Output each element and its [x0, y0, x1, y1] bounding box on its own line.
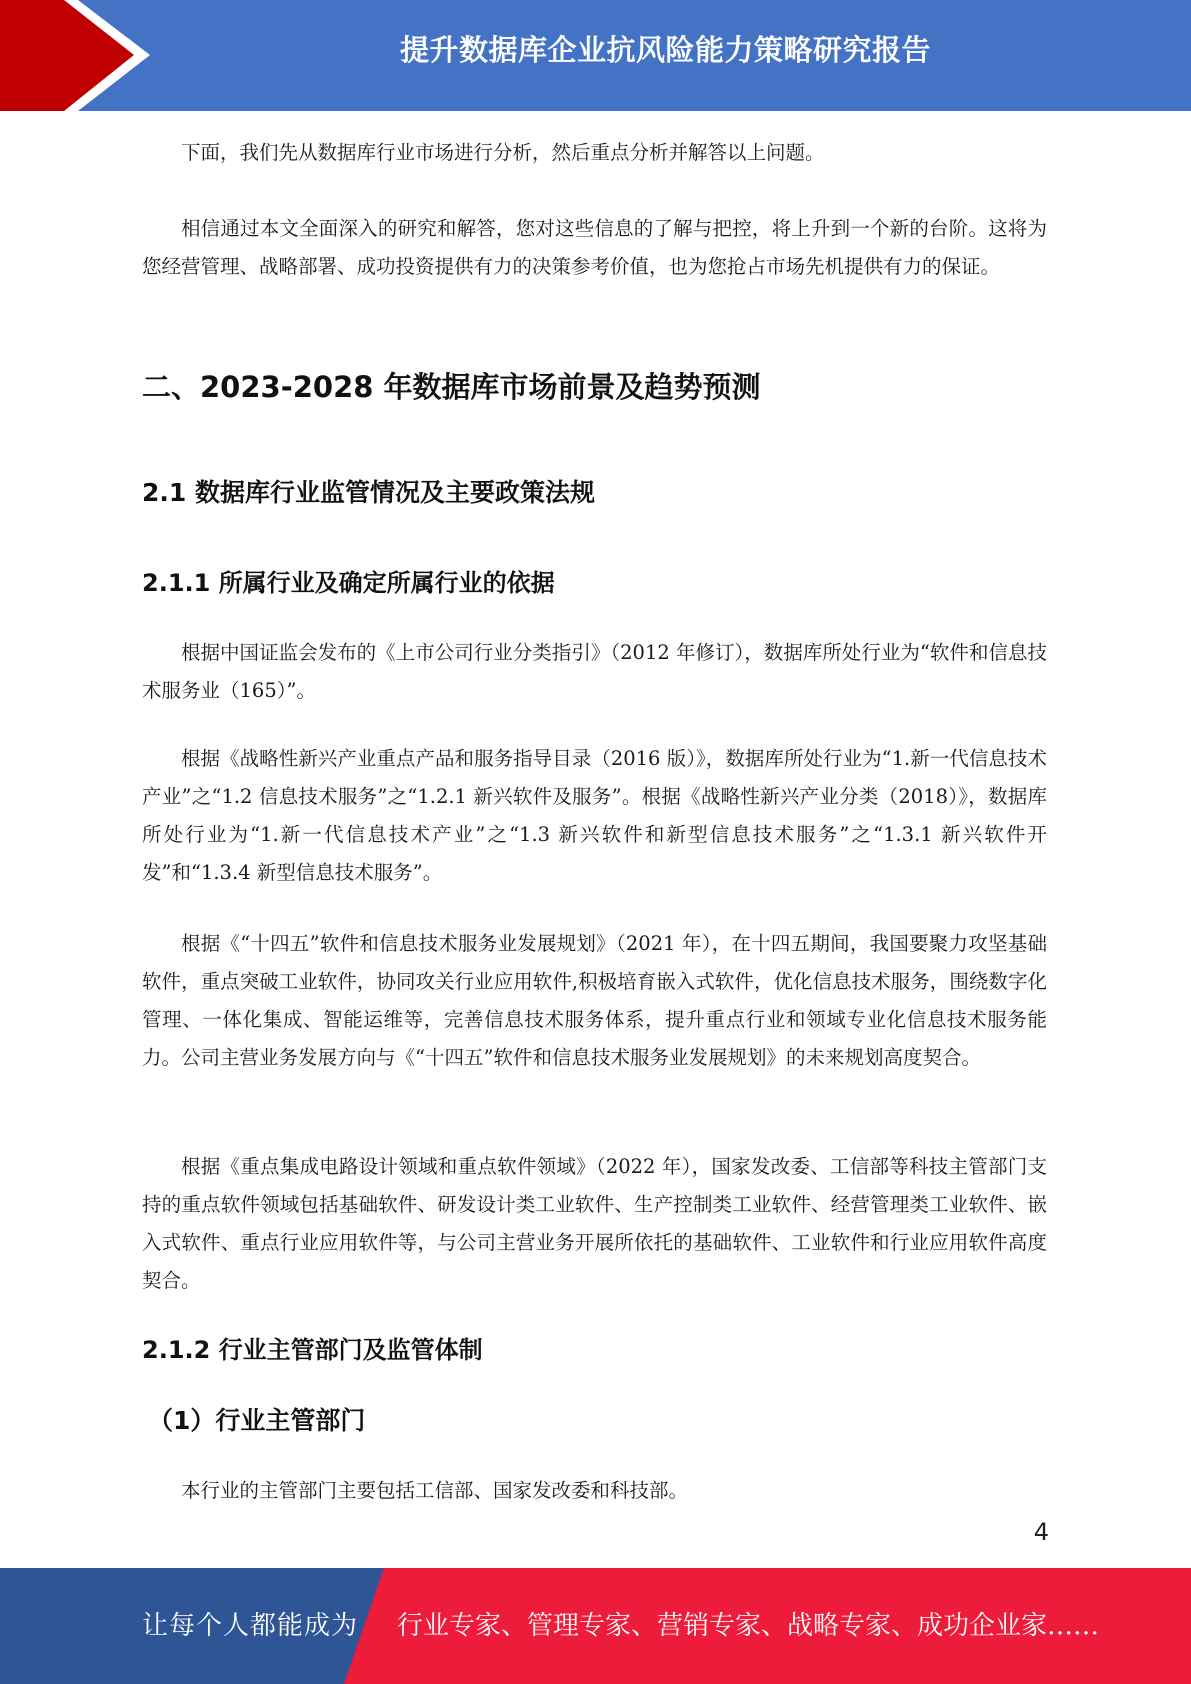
page-number: 4 [1033, 1518, 1049, 1546]
footer-slogan-right: 行业专家、管理专家、营销专家、战略专家、成功企业家…… [397, 1611, 1100, 1641]
header-chevron-icon [0, 0, 160, 111]
footer-slogan-left: 让每个人都能成为 [142, 1611, 359, 1641]
paragraph-14th-five-year-plan: 根据《“十四五”软件和信息技术服务业发展规划》（2021 年），在十四五期间，我国要聚力攻坚基础软件，重点突破工业软件，协同攻关行业应用软件,积极培育嵌入式软件，优化信息技术服务，围绕数字化管理、一体化集成、智能运维等，完善信息技术服务体系，提升重点行业和领域专业化信息技术服务能力。公司主营业务发展方向与《“十四五”软件和信息技术服务业发展规划》的未来规划高度契合。 [142, 932, 1047, 1069]
subsection-heading-authorities: （1）行业主管部门 [148, 1406, 366, 1435]
page-footer [0, 1568, 1191, 1684]
page-header [0, 0, 1191, 111]
report-title: 提升数据库企业抗风险能力策略研究报告 [399, 33, 931, 67]
paragraph-key-software-fields: 根据《重点集成电路设计领域和重点软件领域》（2022 年），国家发改委、工信部等科技主管部门支持的重点软件领域包括基础软件、研发设计类工业软件、生产控制类工业软件、经营管理类工业软件、嵌入式软件、重点行业应用软件等，与公司主营业务开展所依托的基础软件、工业软件和行业应用软件高度契合。 [142, 1155, 1047, 1292]
section-heading-2-1: 2.1 数据库行业监管情况及主要政策法规 [142, 478, 595, 507]
paragraph-industry-classification: 根据中国证监会发布的《上市公司行业分类指引》（2012 年修订），数据库所处行业为“软件和信息技术服务业（165）”。 [142, 641, 1047, 702]
intro-paragraph-1: 下面，我们先从数据库行业市场进行分析，然后重点分析并解答以上问题。 [181, 141, 825, 164]
intro-paragraph-2: 相信通过本文全面深入的研究和解答，您对这些信息的了解与把控，将上升到一个新的台阶。这将为您经营管理、战略部署、成功投资提供有力的决策参考价值，也为您抢占市场先机提供有力的保证。 [142, 217, 1047, 278]
section-heading-2-1-2: 2.1.2 行业主管部门及监管体制 [142, 1336, 483, 1364]
section-heading-2: 二、2023-2028 年数据库市场前景及趋势预测 [142, 370, 761, 404]
paragraph-authorities: 本行业的主管部门主要包括工信部、国家发改委和科技部。 [181, 1479, 689, 1502]
section-heading-2-1-1: 2.1.1 所属行业及确定所属行业的依据 [142, 569, 555, 597]
paragraph-strategic-industry: 根据《战略性新兴产业重点产品和服务指导目录（2016 版）》，数据库所处行业为“1.新一代信息技术产业”之“1.2 信息技术服务”之“1.2.1 新兴软件及服务”。根据《战略性新兴产业分类（2018）》，数据库所处行业为“1.新一代信息技术产业”之“1.3 新兴软件和新型信息技术服务”之“1.3.1 新兴软件开发”和“1.3.4 新型信息技术服务”。 [142, 747, 1047, 884]
